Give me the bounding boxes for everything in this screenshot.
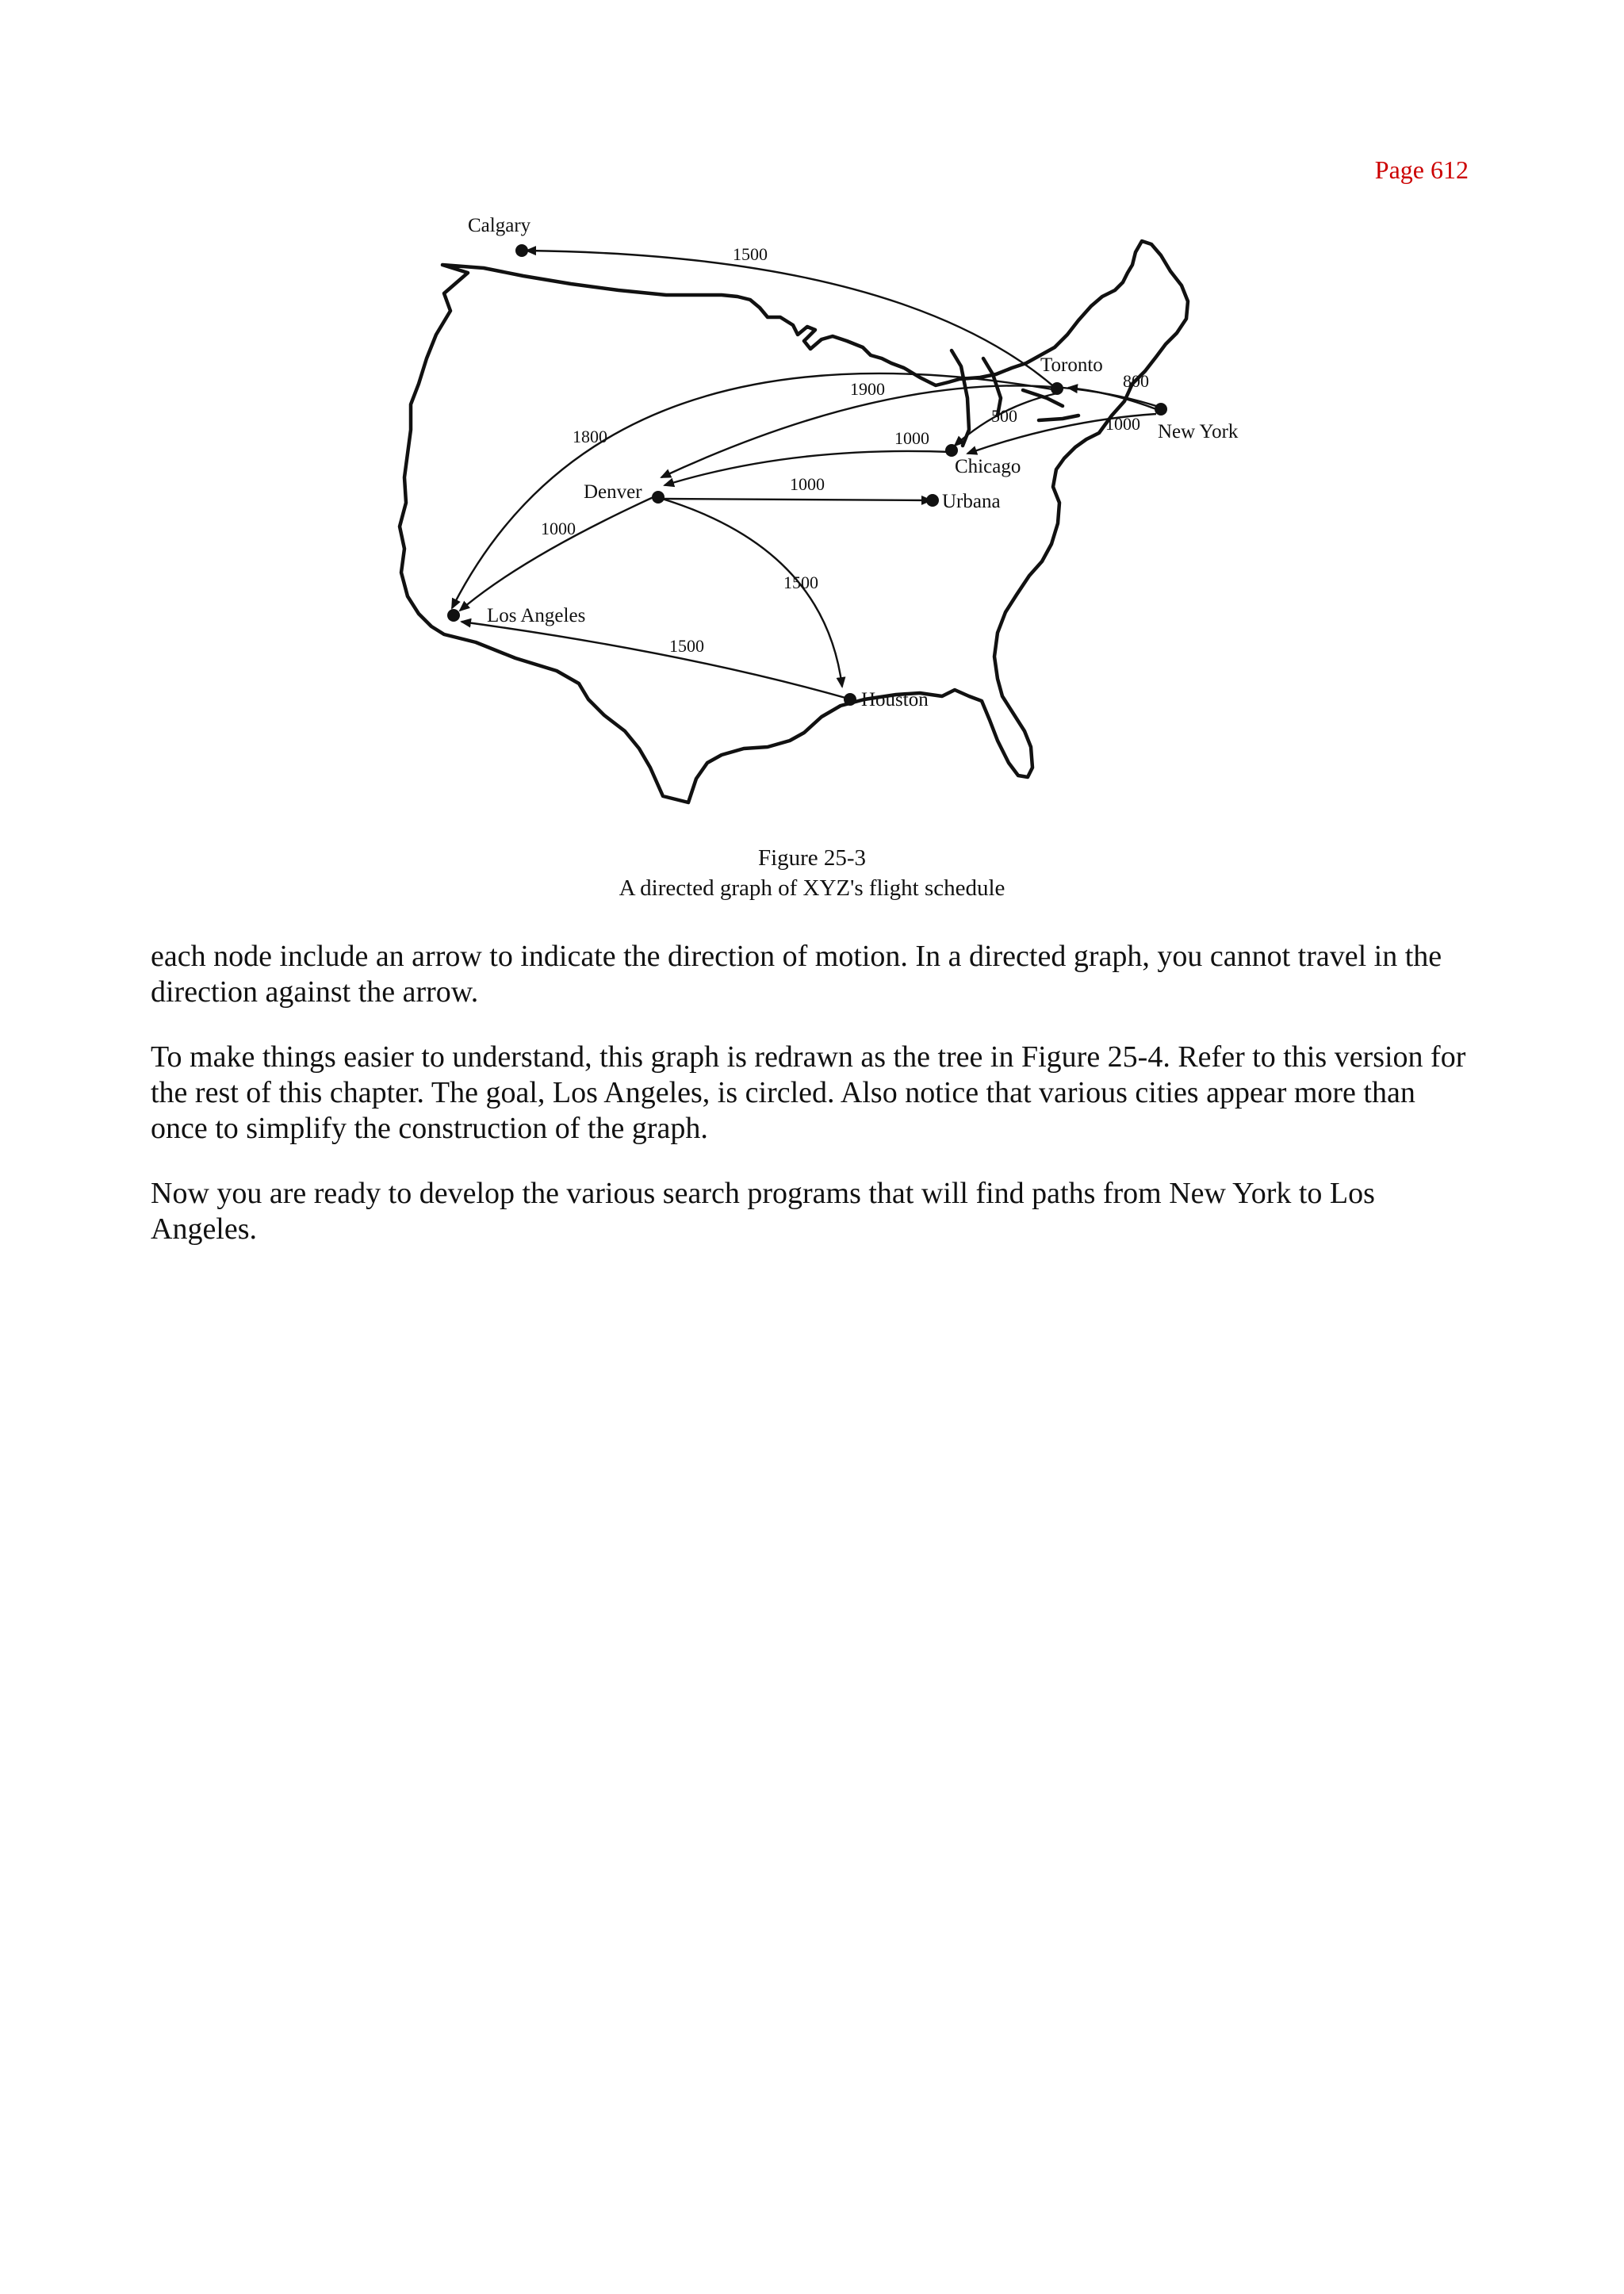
- route-denver-urbana: [662, 499, 931, 500]
- route-denver-losangeles: [460, 496, 655, 611]
- paragraph-3: Now you are ready to develop the various search programs that will find paths from New York to Los Angeles.: [151, 1177, 1375, 1246]
- city-label-chicago: Chicago: [955, 456, 1021, 477]
- dist-label-toronto-losangeles: 1800: [573, 427, 607, 446]
- city-dot-newyork: [1155, 403, 1167, 416]
- figure-caption-title: A directed graph of XYZ's flight schedule: [619, 875, 1005, 901]
- paragraph-2: To make things easier to understand, this graph is redrawn as the tree in Figure 25-4. Refer to this version for the rest of this chapter. The goal, Los Angeles, is circled. Also notice that various cities appear more than once to simplify the construction of the graph.: [151, 1040, 1466, 1145]
- dist-label-denver-urbana: 1000: [790, 474, 825, 494]
- flight-map-svg: [349, 208, 1253, 810]
- route-toronto-calgary: [527, 251, 1057, 389]
- body-text: [151, 939, 1473, 1277]
- route-newyork-toronto: [1068, 388, 1156, 409]
- city-dot-denver: [652, 491, 665, 504]
- paragraph-1: each node include an arrow to indicate the direction of motion. In a directed graph, you cannot travel in the direction against the arrow.: [151, 940, 1442, 1009]
- dist-label-denver-losangeles: 1000: [541, 519, 576, 538]
- city-label-newyork: New York: [1158, 421, 1239, 442]
- dist-label-chicago-denver: 1000: [894, 428, 929, 448]
- city-dot-chicago: [945, 444, 958, 457]
- dist-label-toronto-calgary: 1500: [733, 244, 768, 264]
- city-label-toronto: Toronto: [1040, 354, 1103, 376]
- city-label-urbana: Urbana: [942, 491, 1001, 512]
- city-dot-urbana: [926, 494, 939, 507]
- city-label-houston: Houston: [861, 689, 929, 710]
- page-number: Page 612: [1374, 155, 1469, 184]
- dist-label-newyork-denver: 1900: [850, 379, 885, 399]
- city-dot-houston: [844, 693, 856, 706]
- usa-outline: [400, 241, 1188, 802]
- dist-label-newyork-chicago: 1000: [1105, 414, 1140, 434]
- flight-map-figure: [349, 208, 1253, 810]
- city-label-denver: Denver: [584, 481, 642, 503]
- route-denver-houston: [662, 499, 842, 687]
- dist-label-toronto-chicago: 500: [991, 406, 1017, 426]
- city-dot-calgary: [515, 244, 528, 257]
- dist-label-newyork-toronto: 800: [1123, 371, 1149, 391]
- city-label-calgary: Calgary: [468, 215, 531, 236]
- city-dot-toronto: [1051, 382, 1063, 395]
- figure-caption-number: Figure 25-3: [757, 845, 867, 871]
- dist-label-houston-losangeles: 1500: [669, 636, 704, 656]
- dist-label-denver-houston: 1500: [783, 573, 818, 592]
- city-label-losangeles: Los Angeles: [487, 605, 586, 626]
- city-dot-losangeles: [447, 609, 460, 622]
